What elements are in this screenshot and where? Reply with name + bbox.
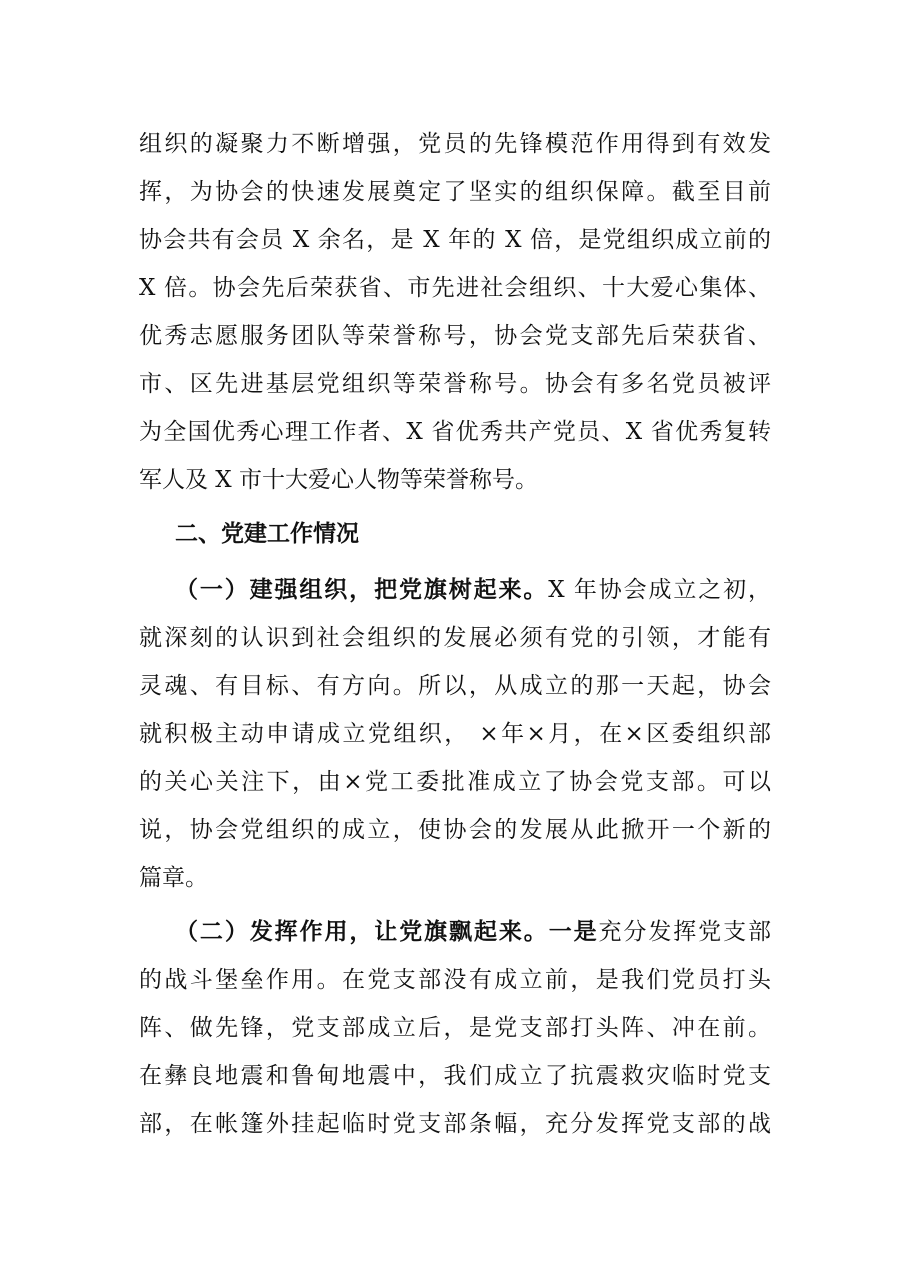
paragraph-line: X 倍。协会先后荣获省、市先进社会组织、十大爱心集体、	[139, 275, 771, 301]
paragraph-line: 在彝良地震和鲁甸地震中，我们成立了抗震救灾临时党支	[139, 1063, 771, 1089]
paragraph-line: 挥，为协会的快速发展奠定了坚实的组织保障。截至目前	[139, 179, 771, 205]
paragraph-text: X 年协会成立之初，	[548, 577, 772, 603]
paragraph-lead-marker: 一是	[548, 919, 599, 945]
paragraph-line: 市、区先进基层党组织等荣誉称号。协会有多名党员被评	[139, 371, 771, 397]
paragraph-lead-heading: （二）发挥作用，让党旗飘起来。	[175, 919, 549, 945]
paragraph-first-line	[175, 574, 771, 606]
paragraph-line: 优秀志愿服务团队等荣誉称号，协会党支部先后荣获省、	[139, 323, 771, 349]
section-heading: 二、党建工作情况	[175, 521, 359, 547]
paragraph-first-line	[175, 916, 771, 948]
paragraph-line: 篇章。	[139, 865, 208, 891]
paragraph-line: 就深刻的认识到社会组织的发展必须有党的引领，才能有	[139, 625, 771, 651]
paragraph-text: 充分发挥党支部	[598, 919, 772, 945]
paragraph-line: 的战斗堡垒作用。在党支部没有成立前，是我们党员打头	[139, 967, 771, 993]
paragraph-line: 的关心关注下，由×党工委批准成立了协会党支部。可以	[139, 769, 771, 795]
paragraph-line: 部，在帐篷外挂起临时党支部条幅，充分发挥党支部的战	[139, 1111, 771, 1137]
paragraph-line: 协会共有会员 X 余名，是 X 年的 X 倍，是党组织成立前的	[139, 227, 771, 253]
paragraph-line: 组织的凝聚力不断增强，党员的先锋模范作用得到有效发	[139, 131, 771, 157]
paragraph-lead-heading: （一）建强组织，把党旗树起来。	[175, 577, 549, 603]
paragraph-line: 就积极主动申请成立党组织， ×年×月，在×区委组织部	[139, 721, 771, 747]
paragraph-line: 军人及 X 市十大爱心人物等荣誉称号。	[139, 467, 538, 493]
paragraph-line: 阵、做先锋，党支部成立后，是党支部打头阵、冲在前。	[139, 1015, 771, 1041]
paragraph-line: 灵魂、有目标、有方向。所以，从成立的那一天起，协会	[139, 673, 771, 699]
paragraph-line: 为全国优秀心理工作者、X 省优秀共产党员、X 省优秀复转	[139, 419, 771, 445]
paragraph-line: 说，协会党组织的成立，使协会的发展从此掀开一个新的	[139, 817, 771, 843]
